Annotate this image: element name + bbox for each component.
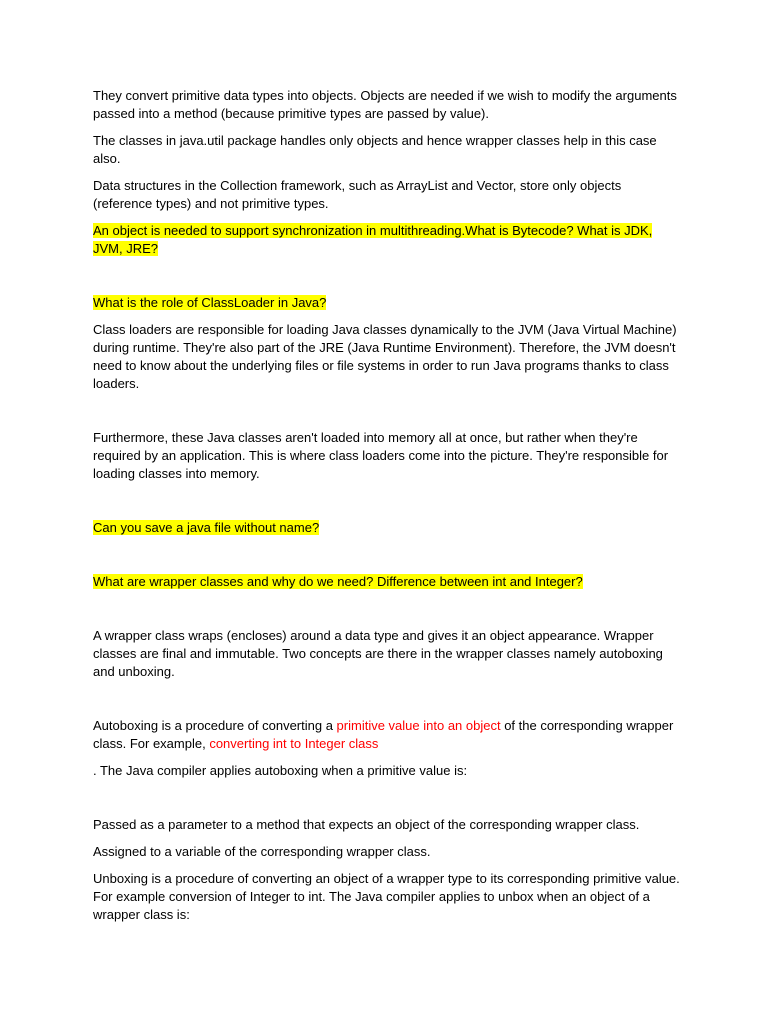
highlighted-text: An object is needed to support synchronization in multithreading.What is Bytecode? What is JDK, JVM, JRE? xyxy=(93,223,653,256)
paragraph-autoboxing-when: . The Java compiler applies autoboxing when a primitive value is: xyxy=(93,763,468,778)
heading-wrapper-classes xyxy=(93,573,683,591)
paragraph-classloader-memory: Furthermore, these Java classes aren't loaded into memory all at once, but rather when they're required by an application. This is where class loaders come into the picture. They're responsible for loading classes into memory. xyxy=(93,430,669,481)
heading-save-without-name xyxy=(93,519,683,537)
emphasis-primitive-to-object: primitive value into an object xyxy=(336,718,501,733)
document-page xyxy=(93,87,683,933)
paragraph-classloader-answer: Class loaders are responsible for loading Java classes dynamically to the JVM (Java Virtual Machine) during runtime. They're also part of the JRE (Java Runtime Environment). Therefore, the JVM doesn't need to know about the underlying files or file systems in order to run Java programs thanks to class loaders. xyxy=(93,322,677,391)
paragraph-autoboxing xyxy=(93,717,683,753)
autoboxing-text-2: of the corresponding wrapper class. For example, xyxy=(93,718,674,751)
highlighted-text: What is the role of ClassLoader in Java? xyxy=(93,295,327,310)
heading-classloader-question xyxy=(93,294,683,312)
autoboxing-text-1: Autoboxing is a procedure of converting a xyxy=(93,718,337,733)
paragraph-assigned-to-variable: Assigned to a variable of the corresponding wrapper class. xyxy=(93,844,431,859)
paragraph-wrapper-definition: A wrapper class wraps (encloses) around a data type and gives it an object appearance. Wrapper classes are final and immutable. Two concepts are there in the wrapper classes namely autoboxing and unboxing. xyxy=(93,628,663,679)
paragraph-unboxing: Unboxing is a procedure of converting an object of a wrapper type to its corresponding primitive value. For example conversion of Integer to int. The Java compiler applies to unbox when an object of a wrapper class is: xyxy=(93,871,680,922)
highlighted-text: Can you save a java file without name? xyxy=(93,520,320,535)
paragraph-wrapper-purpose: They convert primitive data types into objects. Objects are needed if we wish to modify the arguments passed into a method (because primitive types are passed by value). xyxy=(93,88,677,121)
highlighted-text: What are wrapper classes and why do we need? Difference between int and Integer? xyxy=(93,574,583,589)
paragraph-collection-framework: Data structures in the Collection framework, such as ArrayList and Vector, store only objects (reference types) and not primitive types. xyxy=(93,178,622,211)
paragraph-synchronization-question xyxy=(93,222,683,258)
paragraph-passed-as-parameter: Passed as a parameter to a method that expects an object of the corresponding wrapper class. xyxy=(93,817,640,832)
emphasis-int-to-integer: converting int to Integer class xyxy=(209,736,379,751)
paragraph-java-util: The classes in java.util package handles only objects and hence wrapper classes help in this case also. xyxy=(93,133,657,166)
